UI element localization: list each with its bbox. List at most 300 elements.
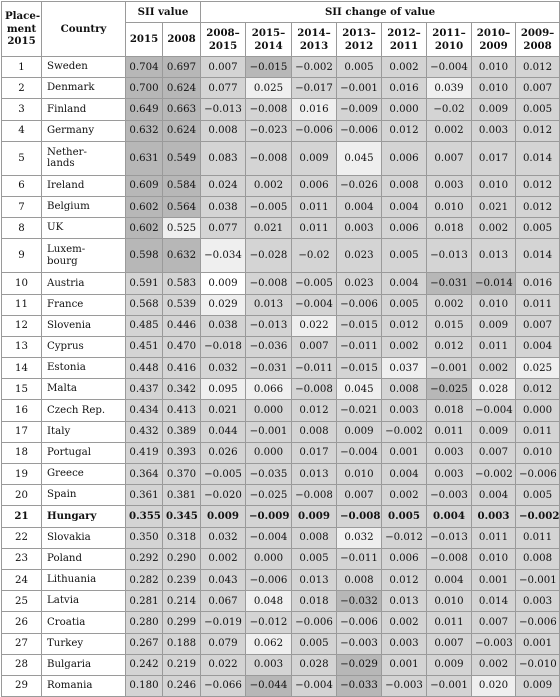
change-cell: 0.005: [382, 294, 427, 315]
sii-2015-cell: 0.649: [126, 99, 163, 120]
sii-change-header: SII change of value: [201, 2, 560, 23]
sii-2015-cell: 0.632: [126, 120, 163, 141]
sii-2008-cell: 0.345: [163, 506, 201, 527]
change-cell: −0.008: [337, 506, 382, 527]
change-cell: −0.029: [337, 654, 382, 675]
change-cell: 0.000: [516, 400, 560, 421]
country-cell: Slovakia: [42, 527, 126, 548]
change-cell: 0.016: [382, 78, 427, 99]
change-cell: −0.006: [516, 464, 560, 485]
change-cell: −0.005: [246, 196, 292, 217]
change-cell: 0.010: [472, 78, 516, 99]
change-cell: 0.016: [292, 99, 337, 120]
placement-cell: 29: [2, 675, 42, 696]
table-row: [2, 421, 560, 442]
sii-2015-cell: 0.602: [126, 196, 163, 217]
sii-2008-cell: 0.470: [163, 336, 201, 357]
change-cell: 0.026: [201, 442, 246, 463]
sii-2008-cell: 0.318: [163, 527, 201, 548]
sii-2008-cell: 0.525: [163, 218, 201, 239]
sii-2008-cell: 0.583: [163, 273, 201, 294]
change-cell: 0.011: [472, 336, 516, 357]
country-cell: Croatia: [42, 612, 126, 633]
change-cell: 0.083: [201, 141, 246, 175]
change-cell: 0.000: [246, 548, 292, 569]
change-cell: −0.036: [246, 336, 292, 357]
change-cell: 0.018: [427, 218, 472, 239]
change-cell: 0.011: [516, 527, 560, 548]
placement-cell: 22: [2, 527, 42, 548]
change-cell: −0.001: [427, 358, 472, 379]
change-cell: −0.021: [337, 400, 382, 421]
sii-2008-cell: 0.416: [163, 358, 201, 379]
placement-cell: 21: [2, 506, 42, 527]
sii-2008-cell: 0.381: [163, 485, 201, 506]
change-cell: 0.003: [472, 120, 516, 141]
change-cell: 0.032: [201, 527, 246, 548]
change-col-header: 2013– 2012: [337, 23, 382, 57]
change-cell: 0.016: [516, 273, 560, 294]
change-cell: 0.045: [337, 379, 382, 400]
change-cell: 0.005: [382, 239, 427, 273]
change-cell: 0.029: [201, 294, 246, 315]
placement-cell: 13: [2, 336, 42, 357]
placement-cell: 2: [2, 78, 42, 99]
change-cell: 0.001: [382, 654, 427, 675]
change-cell: 0.003: [246, 654, 292, 675]
change-cell: 0.022: [201, 654, 246, 675]
change-cell: 0.079: [201, 633, 246, 654]
change-cell: 0.018: [292, 591, 337, 612]
sii-2015-cell: 0.267: [126, 633, 163, 654]
change-cell: 0.008: [337, 569, 382, 590]
country-cell: Lithuania: [42, 569, 126, 590]
change-cell: −0.001: [516, 569, 560, 590]
change-cell: −0.004: [472, 400, 516, 421]
change-cell: 0.005: [516, 99, 560, 120]
sii-2015-cell: 0.631: [126, 141, 163, 175]
sii-2015-cell: 0.609: [126, 175, 163, 196]
change-cell: 0.067: [201, 591, 246, 612]
change-cell: −0.012: [246, 612, 292, 633]
placement-cell: 12: [2, 315, 42, 336]
change-cell: 0.001: [382, 442, 427, 463]
change-cell: 0.003: [427, 464, 472, 485]
placement-cell: 16: [2, 400, 42, 421]
change-cell: 0.013: [472, 239, 516, 273]
change-cell: −0.033: [337, 675, 382, 696]
sii-2008-cell: 0.564: [163, 196, 201, 217]
sii-2008-cell: 0.389: [163, 421, 201, 442]
table-row: [2, 633, 560, 654]
change-cell: −0.003: [472, 633, 516, 654]
country-cell: Belgium: [42, 196, 126, 217]
change-cell: 0.007: [472, 612, 516, 633]
change-cell: 0.006: [382, 141, 427, 175]
table-row: [2, 218, 560, 239]
table-row: [2, 569, 560, 590]
change-cell: 0.004: [337, 196, 382, 217]
change-cell: 0.007: [472, 442, 516, 463]
change-cell: −0.013: [427, 239, 472, 273]
change-cell: −0.004: [292, 675, 337, 696]
sii-2008-cell: 0.624: [163, 120, 201, 141]
change-cell: 0.004: [427, 569, 472, 590]
table-row: [2, 196, 560, 217]
change-cell: 0.002: [382, 336, 427, 357]
change-cell: −0.002: [516, 506, 560, 527]
change-cell: −0.009: [246, 506, 292, 527]
change-cell: 0.002: [427, 120, 472, 141]
change-cell: 0.002: [427, 294, 472, 315]
change-col-header: 2015– 2014: [246, 23, 292, 57]
change-cell: −0.006: [516, 612, 560, 633]
change-cell: 0.004: [472, 485, 516, 506]
change-cell: 0.001: [516, 633, 560, 654]
change-cell: 0.004: [516, 336, 560, 357]
placement-cell: 19: [2, 464, 42, 485]
change-cell: 0.004: [427, 506, 472, 527]
table-row: [2, 527, 560, 548]
change-cell: −0.002: [472, 464, 516, 485]
table-row: [2, 239, 560, 273]
change-cell: 0.007: [516, 315, 560, 336]
change-cell: 0.025: [246, 78, 292, 99]
sii-2015-cell: 0.242: [126, 654, 163, 675]
sii-2015-cell: 0.281: [126, 591, 163, 612]
change-cell: 0.009: [201, 273, 246, 294]
change-cell: 0.015: [427, 315, 472, 336]
change-cell: 0.021: [246, 218, 292, 239]
change-cell: −0.032: [337, 591, 382, 612]
change-cell: 0.005: [516, 218, 560, 239]
sii-2015-cell: 0.602: [126, 218, 163, 239]
change-cell: −0.003: [337, 633, 382, 654]
change-cell: 0.014: [472, 591, 516, 612]
change-cell: −0.001: [337, 78, 382, 99]
change-cell: −0.006: [246, 569, 292, 590]
change-cell: 0.005: [292, 633, 337, 654]
change-cell: 0.009: [292, 506, 337, 527]
sii-2008-cell: 0.219: [163, 654, 201, 675]
change-cell: 0.005: [382, 506, 427, 527]
change-cell: −0.015: [337, 315, 382, 336]
change-cell: 0.009: [472, 99, 516, 120]
change-cell: 0.009: [337, 421, 382, 442]
change-cell: −0.006: [292, 120, 337, 141]
sii-2015-cell: 0.364: [126, 464, 163, 485]
sii-2015-cell: 0.355: [126, 506, 163, 527]
change-cell: 0.066: [246, 379, 292, 400]
change-cell: 0.004: [382, 273, 427, 294]
change-cell: −0.014: [472, 273, 516, 294]
table-row: [2, 141, 560, 175]
change-cell: 0.011: [292, 218, 337, 239]
sii-2015-cell: 0.432: [126, 421, 163, 442]
country-cell: Czech Rep.: [42, 400, 126, 421]
sii-2015-cell: 0.700: [126, 78, 163, 99]
sii-2015-cell: 0.350: [126, 527, 163, 548]
change-cell: 0.020: [472, 675, 516, 696]
change-cell: −0.001: [246, 421, 292, 442]
table-row: [2, 485, 560, 506]
change-cell: −0.006: [292, 612, 337, 633]
change-cell: 0.010: [427, 591, 472, 612]
change-cell: 0.005: [337, 57, 382, 78]
change-cell: 0.011: [427, 421, 472, 442]
table-row: [2, 315, 560, 336]
change-cell: 0.000: [246, 442, 292, 463]
change-cell: 0.012: [382, 120, 427, 141]
placement-cell: 4: [2, 120, 42, 141]
table-row: [2, 175, 560, 196]
change-cell: 0.007: [516, 78, 560, 99]
change-cell: 0.010: [516, 442, 560, 463]
change-cell: 0.002: [472, 218, 516, 239]
change-cell: −0.003: [427, 485, 472, 506]
change-col-header: 2009– 2008: [516, 23, 560, 57]
change-cell: 0.008: [292, 421, 337, 442]
country-cell: Portugal: [42, 442, 126, 463]
placement-cell: 20: [2, 485, 42, 506]
change-cell: 0.062: [246, 633, 292, 654]
table-row: [2, 57, 560, 78]
change-cell: −0.002: [382, 421, 427, 442]
change-cell: 0.012: [516, 57, 560, 78]
change-cell: 0.003: [382, 633, 427, 654]
change-cell: −0.004: [427, 57, 472, 78]
table-row: [2, 358, 560, 379]
table-row: [2, 506, 560, 527]
table-row: [2, 654, 560, 675]
country-cell: Ireland: [42, 175, 126, 196]
change-cell: 0.048: [246, 591, 292, 612]
country-cell: Bulgaria: [42, 654, 126, 675]
country-cell: Finland: [42, 99, 126, 120]
country-cell: Turkey: [42, 633, 126, 654]
change-cell: 0.028: [292, 654, 337, 675]
table-row: [2, 442, 560, 463]
change-cell: 0.012: [382, 315, 427, 336]
change-cell: 0.023: [337, 273, 382, 294]
change-cell: 0.038: [201, 315, 246, 336]
table-row: [2, 548, 560, 569]
change-cell: −0.013: [201, 99, 246, 120]
sii-2008-cell: 0.584: [163, 175, 201, 196]
change-cell: 0.008: [516, 548, 560, 569]
change-cell: 0.077: [201, 218, 246, 239]
change-cell: −0.008: [246, 273, 292, 294]
table-row: [2, 400, 560, 421]
change-cell: 0.002: [201, 548, 246, 569]
change-cell: 0.011: [516, 421, 560, 442]
change-cell: −0.012: [382, 527, 427, 548]
sii-2015-cell: 0.448: [126, 358, 163, 379]
table-row: [2, 612, 560, 633]
change-cell: 0.012: [292, 400, 337, 421]
country-cell: Malta: [42, 379, 126, 400]
sii-2008-cell: 0.370: [163, 464, 201, 485]
sii-value-header: SII value: [126, 2, 201, 23]
change-cell: −0.011: [337, 336, 382, 357]
change-cell: 0.003: [427, 175, 472, 196]
change-cell: 0.077: [201, 78, 246, 99]
change-cell: −0.025: [427, 379, 472, 400]
change-cell: 0.002: [382, 612, 427, 633]
placement-cell: 9: [2, 239, 42, 273]
change-cell: 0.037: [382, 358, 427, 379]
change-cell: 0.005: [292, 548, 337, 569]
change-cell: 0.007: [427, 633, 472, 654]
table-row: [2, 675, 560, 696]
placement-cell: 11: [2, 294, 42, 315]
country-cell: Sweden: [42, 57, 126, 78]
change-cell: 0.044: [201, 421, 246, 442]
change-cell: 0.039: [427, 78, 472, 99]
sii-2015-cell: 0.292: [126, 548, 163, 569]
country-cell: Greece: [42, 464, 126, 485]
placement-cell: 3: [2, 99, 42, 120]
sii-2008-cell: 0.239: [163, 569, 201, 590]
change-cell: −0.013: [246, 315, 292, 336]
change-cell: 0.012: [516, 120, 560, 141]
change-cell: −0.028: [246, 239, 292, 273]
change-cell: −0.02: [427, 99, 472, 120]
change-cell: −0.004: [337, 442, 382, 463]
change-cell: 0.009: [472, 315, 516, 336]
placement-header: Place- ment 2015: [2, 2, 42, 57]
change-cell: 0.014: [516, 141, 560, 175]
change-cell: 0.012: [382, 569, 427, 590]
table-row: [2, 379, 560, 400]
sii-2015-cell: 0.704: [126, 57, 163, 78]
table-row: [2, 336, 560, 357]
change-cell: −0.003: [382, 675, 427, 696]
placement-cell: 28: [2, 654, 42, 675]
change-col-header: 2012– 2011: [382, 23, 427, 57]
change-cell: 0.043: [201, 569, 246, 590]
change-cell: −0.017: [292, 78, 337, 99]
change-cell: 0.009: [201, 506, 246, 527]
change-cell: −0.004: [246, 527, 292, 548]
change-cell: 0.021: [472, 196, 516, 217]
change-cell: 0.012: [516, 196, 560, 217]
sii-2008-cell: 0.246: [163, 675, 201, 696]
change-cell: 0.003: [382, 400, 427, 421]
sii-2008-cell: 0.299: [163, 612, 201, 633]
change-cell: −0.008: [292, 485, 337, 506]
country-cell: UK: [42, 218, 126, 239]
sii-2008-cell: 0.624: [163, 78, 201, 99]
change-cell: 0.003: [516, 591, 560, 612]
change-cell: 0.018: [427, 400, 472, 421]
table-row: [2, 273, 560, 294]
change-cell: −0.034: [201, 239, 246, 273]
change-cell: −0.035: [246, 464, 292, 485]
change-cell: −0.011: [337, 548, 382, 569]
change-cell: −0.025: [246, 485, 292, 506]
change-cell: 0.095: [201, 379, 246, 400]
change-cell: 0.007: [201, 57, 246, 78]
change-cell: 0.002: [382, 57, 427, 78]
sii-2008-cell: 0.290: [163, 548, 201, 569]
change-cell: −0.015: [337, 358, 382, 379]
change-cell: −0.044: [246, 675, 292, 696]
placement-cell: 24: [2, 569, 42, 590]
country-cell: Germany: [42, 120, 126, 141]
change-cell: 0.004: [382, 464, 427, 485]
country-cell: Cyprus: [42, 336, 126, 357]
change-cell: −0.023: [246, 120, 292, 141]
sii-2015-cell: 0.437: [126, 379, 163, 400]
change-cell: −0.020: [201, 485, 246, 506]
sii-2015-cell: 0.282: [126, 569, 163, 590]
sii-2015-cell: 0.361: [126, 485, 163, 506]
change-cell: 0.006: [382, 548, 427, 569]
placement-cell: 15: [2, 379, 42, 400]
sii-2015-cell: 0.451: [126, 336, 163, 357]
placement-cell: 8: [2, 218, 42, 239]
change-cell: −0.005: [292, 273, 337, 294]
change-col-header: 2010– 2009: [472, 23, 516, 57]
sii-2015-cell: 0.434: [126, 400, 163, 421]
placement-cell: 27: [2, 633, 42, 654]
change-col-header: 2008– 2015: [201, 23, 246, 57]
change-cell: 0.010: [427, 196, 472, 217]
change-cell: −0.013: [427, 527, 472, 548]
change-cell: −0.010: [516, 654, 560, 675]
change-cell: −0.004: [292, 294, 337, 315]
change-cell: 0.012: [516, 379, 560, 400]
change-cell: 0.008: [382, 379, 427, 400]
change-cell: −0.031: [427, 273, 472, 294]
sii-2008-cell: 0.413: [163, 400, 201, 421]
change-cell: −0.031: [246, 358, 292, 379]
country-cell: Italy: [42, 421, 126, 442]
change-cell: 0.017: [472, 141, 516, 175]
change-cell: 0.012: [516, 175, 560, 196]
change-cell: 0.005: [516, 485, 560, 506]
country-cell: France: [42, 294, 126, 315]
change-cell: −0.008: [246, 99, 292, 120]
table-row: [2, 591, 560, 612]
change-cell: 0.010: [337, 464, 382, 485]
table-row: [2, 78, 560, 99]
country-cell: Denmark: [42, 78, 126, 99]
change-cell: 0.010: [472, 175, 516, 196]
change-cell: 0.017: [292, 442, 337, 463]
change-cell: 0.010: [472, 294, 516, 315]
sii-2015-cell: 0.591: [126, 273, 163, 294]
change-cell: 0.006: [292, 175, 337, 196]
sii-2015-cell: 0.280: [126, 612, 163, 633]
sii-2008-cell: 0.632: [163, 239, 201, 273]
value-col-header: 2008: [163, 23, 201, 57]
change-cell: 0.000: [382, 99, 427, 120]
change-cell: −0.005: [201, 464, 246, 485]
country-cell: Spain: [42, 485, 126, 506]
change-cell: −0.011: [292, 358, 337, 379]
sii-2008-cell: 0.539: [163, 294, 201, 315]
placement-cell: 25: [2, 591, 42, 612]
sii-2008-cell: 0.663: [163, 99, 201, 120]
change-cell: 0.010: [472, 548, 516, 569]
change-cell: 0.003: [337, 218, 382, 239]
sii-2015-cell: 0.598: [126, 239, 163, 273]
sii-2008-cell: 0.549: [163, 141, 201, 175]
change-cell: 0.013: [246, 294, 292, 315]
change-cell: −0.006: [337, 120, 382, 141]
